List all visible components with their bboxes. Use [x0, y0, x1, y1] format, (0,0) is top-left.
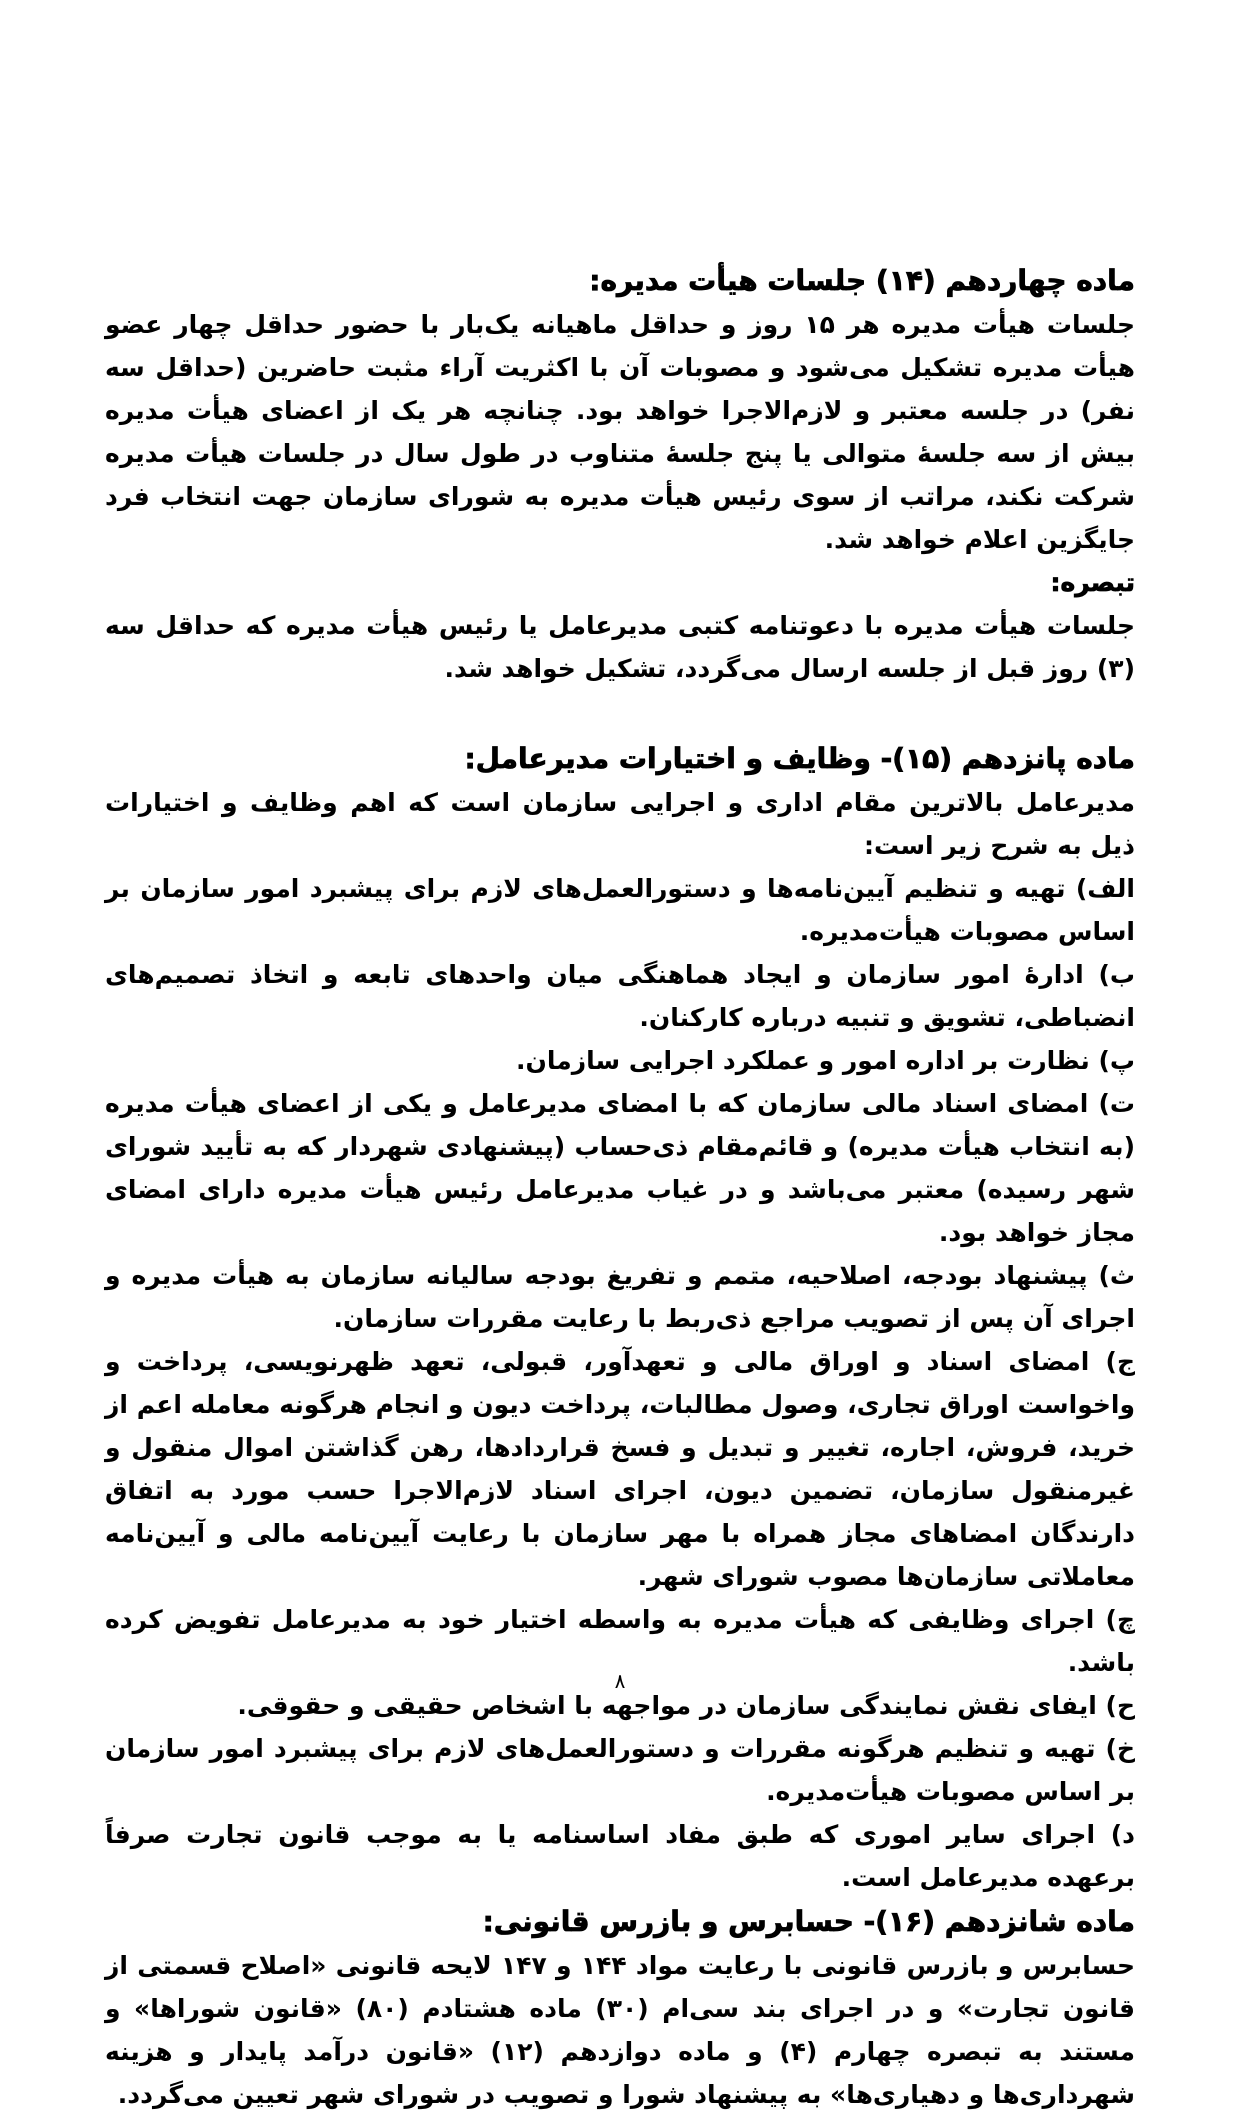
note-heading: تبصره: — [1050, 568, 1135, 597]
clause-dal: د) اجرای سایر اموری که طبق مفاد اساسنامه یا به موجب قانون تجارت صرفاً برعهده مدیرعامل است. — [105, 1820, 1135, 1892]
clause-se: ث) پیشنهاد بودجه، اصلاحیه، متمم و تفریغ بودجه سالیانه سازمان به هیأت مدیره و اجرای آن پس از تصویب مراجع ذی‌ربط با رعایت مقررات سازمان. — [105, 1261, 1135, 1333]
clause-be: ب) ادارۀ امور سازمان و ایجاد هماهنگی میان واحدهای تابعه و اتخاذ تصمیم‌های انضباطی، تشویق و تنبیه درباره کارکنان. — [105, 960, 1135, 1032]
page-number: ۸ — [614, 1669, 626, 1693]
clause-alef: الف) تهیه و تنظیم آیین‌نامه‌ها و دستورالعمل‌های لازم برای پیشبرد امور سازمان بر اساس مصوبات هیأت‌مدیره. — [105, 874, 1135, 946]
article-16-body: حسابرس و بازرس قانونی با رعایت مواد ۱۴۴ و ۱۴۷ لایحه قانونی «اصلاح قسمتی از قانون تجارت» و در اجرای بند سی‌ام (۳۰) ماده هشتادم (۸۰) «قانون شوراها» و مستند به تبصره چهارم (۴) و ماده دوازدهم (۱۲) «قانون درآمد پایدار و هزینه شهرداری‌ها و دهیاری‌ها» به پیشنهاد شورا و تصویب در شورای شهر تعیین می‌گردد. — [105, 1951, 1136, 2109]
article-14-heading: ماده چهاردهم (۱۴) جلسات هیأت مدیره: — [589, 264, 1135, 297]
article-15-heading: ماده پانزدهم (۱۵)- وظایف و اختیارات مدیرعامل: — [464, 742, 1135, 775]
clause-te: ت) امضای اسناد مالی سازمان که با امضای مدیرعامل و یکی از اعضای هیأت مدیره (به انتخاب هیأت مدیره) و قائم‌مقام ذی‌حساب (پیشنهادی شهردار که به تأیید شورای شهر رسیده) معتبر می‌باشد و در غیاب مدیرعامل رئیس هیأت مدیره دارای امضای مجاز خواهد بود. — [105, 1089, 1135, 1247]
clause-hhe: ح) ایفای نقش نمایندگی سازمان در مواجهه با اشخاص حقیقی و حقوقی. — [237, 1691, 1135, 1720]
clause-jim: ج) امضای اسناد و اوراق مالی و تعهدآور، قبولی، تعهد ظهرنویسی، پرداخت و واخواست اوراق تجاری، وصول مطالبات، پرداخت دیون و انجام هرگونه معامله اعم از خرید، فروش، اجاره، تغییر و تبدیل و فسخ قراردادها، رهن گذاشتن اموال منقول و غیرمنقول سازمان، تضمین دیون، اجرای اسناد لازم‌الاجرا حسب مورد به اتفاق دارندگان امضاهای مجاز همراه با مهر سازمان با رعایت آیین‌نامه مالی و آیین‌نامه معاملاتی سازمان‌ها مصوب شورای شهر. — [105, 1347, 1135, 1591]
clause-khe: خ) تهیه و تنظیم هرگونه مقررات و دستورالعمل‌های لازم برای پیشبرد امور سازمان بر اساس مصوبات هیأت‌مدیره. — [105, 1734, 1135, 1806]
note-body: جلسات هیأت مدیره با دعوتنامه کتبی مدیرعامل یا رئیس هیأت مدیره که حداقل سه (۳) روز قبل از جلسه ارسال می‌گردد، تشکیل خواهد شد. — [105, 611, 1135, 683]
article-14-body: جلسات هیأت مدیره هر ۱۵ روز و حداقل ماهیانه یک‌بار با حضور حداقل چهار عضو هیأت مدیره تشکیل می‌شود و مصوبات آن با اکثریت آراء مثبت حاضرین (حداقل سه نفر) در جلسه معتبر و لازم‌الاجرا خواهد بود. چنانچه هر یک از اعضای هیأت مدیره بیش از سه جلسۀ متوالی یا پنج جلسۀ متناوب در طول سال در جلسات هیأت مدیره شرکت نکند، مراتب از سوی رئیس هیأت مدیره به شورای سازمان جهت انتخاب فرد جایگزین اعلام خواهد شد. — [105, 310, 1135, 554]
page-footer — [0, 1660, 1240, 1703]
clause-pe: پ) نظارت بر اداره امور و عملکرد اجرایی سازمان. — [516, 1046, 1135, 1075]
document-content — [105, 258, 1135, 2116]
article-16-heading: ماده شانزدهم (۱۶)- حسابرس و بازرس قانونی: — [482, 1905, 1135, 1938]
article-15-intro: مدیرعامل بالاترین مقام اداری و اجرایی سازمان است که اهم وظایف و اختیارات ذیل به شرح زیر است: — [105, 788, 1135, 860]
clause-che: چ) اجرای وظایفی که هیأت مدیره به واسطه اختیار خود به مدیرعامل تفویض کرده باشد. — [105, 1605, 1135, 1677]
